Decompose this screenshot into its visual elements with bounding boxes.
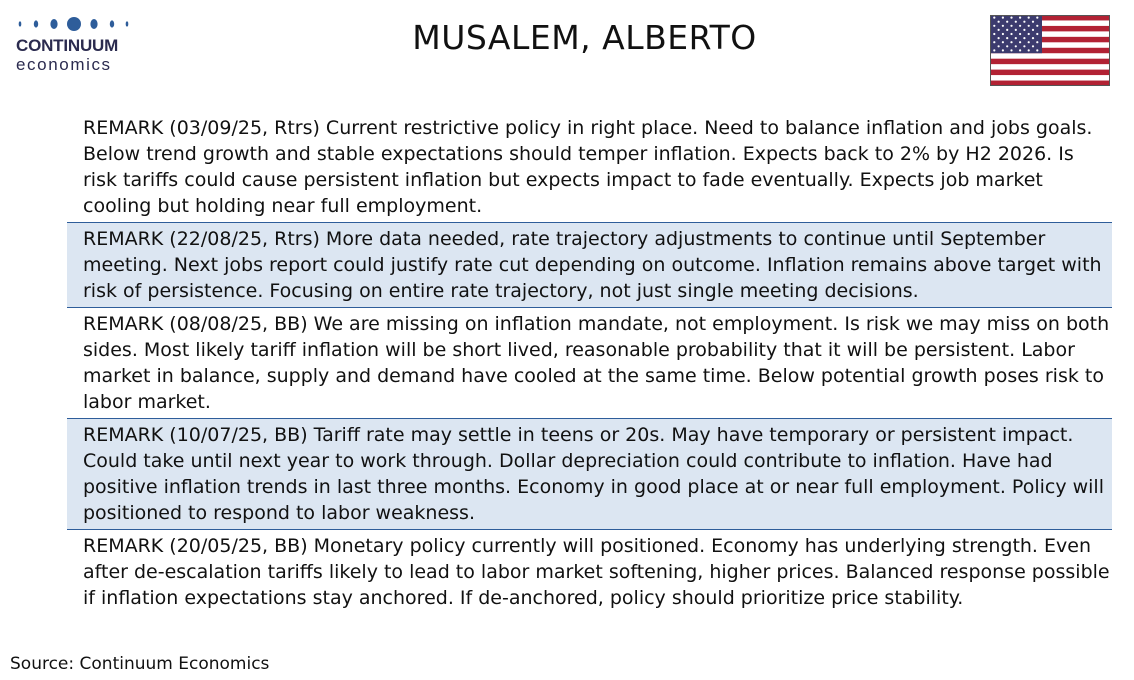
flag-star-icon [1010, 49, 1012, 51]
flag-star-icon [1006, 21, 1008, 23]
flag-star-icon [1019, 17, 1021, 19]
remark-item-3: REMARK (08/08/25, BB) We are missing on inflation mandate, not employment. Is risk we may miss on both sides. Most likely tariff inflation will be short lived, reasonable probability that it will be persistent. Labor market in balance, supply and demand have cooled at the same time. Below potential growth poses risk to labor market. [67, 308, 1112, 419]
flag-star-icon [993, 41, 995, 43]
flag-star-icon [993, 33, 995, 35]
flag-star-icon [1032, 45, 1034, 47]
flag-star-icon [1010, 41, 1012, 43]
flag-star-icon [1023, 37, 1025, 39]
flag-star-icon [1019, 49, 1021, 51]
flag-star-icon [1002, 25, 1004, 27]
flag-star-icon [1036, 25, 1038, 27]
remark-item-4: REMARK (10/07/25, BB) Tariff rate may settle in teens or 20s. May have temporary or persistent impact. Could take until next year to work through. Dollar depreciation could contribute to inflation. Have had positive inflation trends in last three months. Economy in good place at or near full employment. Policy will positioned to respond to labor weakness. [67, 419, 1112, 530]
flag-star-icon [1032, 29, 1034, 31]
flag-star-icon [1023, 21, 1025, 23]
remark-item-5: REMARK (20/05/25, BB) Monetary policy currently will positioned. Economy has underlying strength. Even after de-escalation tariffs likely to lead to labor market softening, higher prices. Balanced response possible if inflation expectations stay anchored. If de-anchored, policy should prioritize price stability. [83, 535, 1110, 609]
flag-star-icon [993, 49, 995, 51]
remark-item-1: REMARK (03/09/25, Rtrs) Current restrictive policy in right place. Need to balance inflation and jobs goals. Below trend growth and stable expectations should temper inflation. Expects back to 2% by H2 2026. Is risk tariffs could cause persistent inflation but expects impact to fade eventually. Expects job market cooling but holding near full employment. [67, 112, 1112, 223]
flag-star-icon [998, 45, 1000, 47]
logo-text-economics: economics [16, 55, 112, 74]
flag-star-icon [1032, 37, 1034, 39]
flag-star-icon [993, 25, 995, 27]
flag-star-icon [1015, 21, 1017, 23]
flag-star-icon [1036, 49, 1038, 51]
flag-star-icon [1036, 17, 1038, 19]
flag-star-icon [1006, 37, 1008, 39]
flag-star-icon [1006, 29, 1008, 31]
flag-star-icon [1015, 29, 1017, 31]
flag-star-icon [1028, 49, 1030, 51]
flag-star-icon [1028, 17, 1030, 19]
flag-star-icon [998, 37, 1000, 39]
flag-star-icon [1015, 45, 1017, 47]
flag-star-icon [1019, 25, 1021, 27]
flag-star-icon [1036, 33, 1038, 35]
remark-item-2: REMARK (22/08/25, Rtrs) More data needed, rate trajectory adjustments to continue until September meeting. Next jobs report could justify rate cut depending on outcome. Inflation remains above target with risk of persistence. Focusing on entire rate trajectory, not just single meeting decisions. [67, 223, 1112, 308]
flag-star-icon [1032, 21, 1034, 23]
flag-star-icon [1023, 29, 1025, 31]
flag-star-icon [1002, 33, 1004, 35]
flag-star-icon [1002, 41, 1004, 43]
flag-star-icon [1010, 17, 1012, 19]
flag-star-icon [1010, 33, 1012, 35]
flag-star-icon [1002, 17, 1004, 19]
flag-star-icon [1028, 33, 1030, 35]
flag-star-icon [1036, 41, 1038, 43]
flag-star-icon [998, 29, 1000, 31]
flag-star-icon [1006, 45, 1008, 47]
flag-star-icon [1023, 45, 1025, 47]
flag-star-icon [998, 21, 1000, 23]
flag-star-icon [1019, 33, 1021, 35]
us-flag-icon [990, 15, 1110, 86]
flag-star-icon [993, 17, 995, 19]
flag-star-icon [1019, 41, 1021, 43]
logo-text-continuum: CONTINUUM [16, 36, 119, 55]
page-title: MUSALEM, ALBERTO [412, 18, 757, 57]
flag-star-icon [1002, 49, 1004, 51]
source-note: Source: Continuum Economics [10, 654, 270, 674]
flag-star-icon [1028, 25, 1030, 27]
flag-star-icon [1015, 37, 1017, 39]
flag-star-icon [1028, 41, 1030, 43]
flag-star-icon [1010, 25, 1012, 27]
remarks-list [67, 112, 1112, 614]
